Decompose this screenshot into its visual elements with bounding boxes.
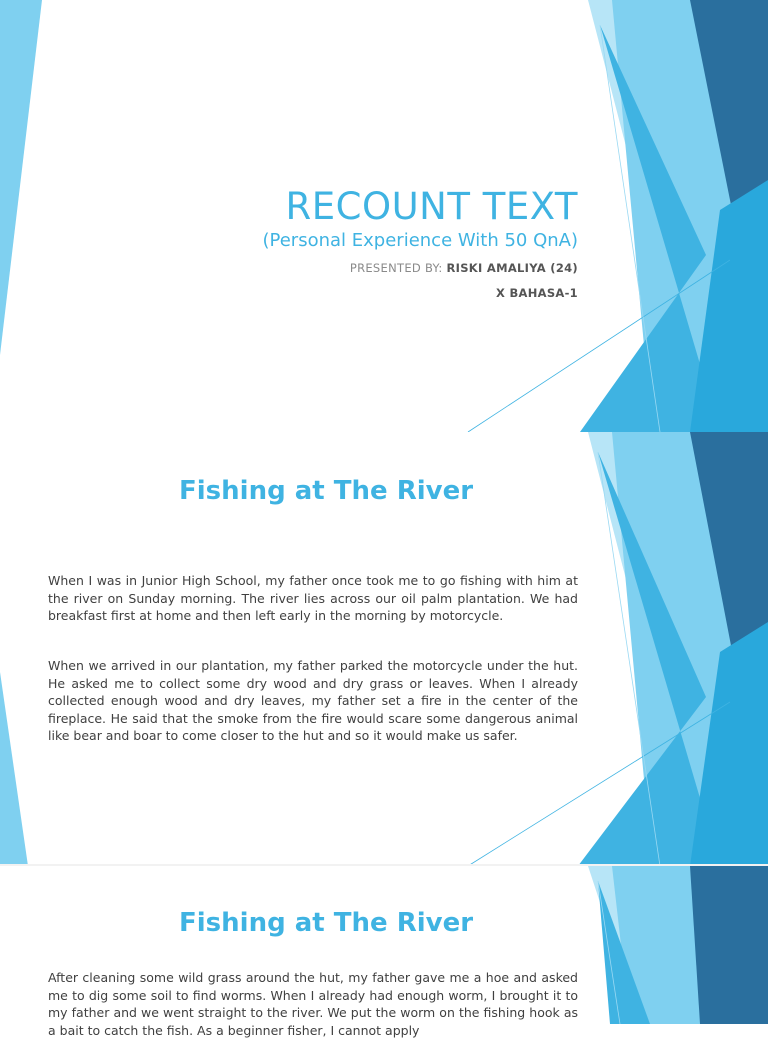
left-wedge-shape bbox=[0, 0, 42, 355]
body-paragraph: When I was in Junior High School, my father once took me to go fishing with him at the river on Sunday morning. The river lies across our oil palm plantation. We had breakfast first at home and then left early in the morning by motorcycle. bbox=[48, 573, 578, 623]
body-paragraph: When we arrived in our plantation, my father parked the motorcycle under the hut. He asked me to collect some dry wood and dry grass or leaves. When I already collected enough wood and dry leaves, my father set a fire in the center of the fireplace. He said that the smoke from the fire would scare some dangerous animal like bear and boar to come closer to the hut and so it would make us safer. bbox=[48, 658, 578, 743]
right-facet-dark bbox=[690, 866, 768, 1024]
title-slide bbox=[0, 0, 768, 432]
presented-by-label: PRESENTED BY: bbox=[349, 261, 447, 275]
slide-heading: Fishing at The River bbox=[179, 908, 474, 938]
body-paragraph: After cleaning some wild grass around the hut, my father gave me a hoe and asked me to dig some soil to find worms. When I already had enough worm, I brought it to my father and we went straight to the river. We put the worm on the fishing hook as a bait to catch the fish. As a beginner fisher, I cannot apply bbox=[48, 970, 578, 1038]
left-wedge-shape bbox=[0, 672, 28, 866]
presentation-subtitle: (Personal Experience With 50 QnA) bbox=[262, 230, 578, 251]
content-slide-2 bbox=[0, 866, 768, 1038]
class-name: X BAHASA-1 bbox=[495, 286, 578, 300]
content-slide-1 bbox=[0, 432, 768, 866]
presenter-name: RISKI AMALIYA (24) bbox=[446, 261, 578, 275]
presenter-line bbox=[350, 261, 578, 275]
slide-heading: Fishing at The River bbox=[179, 476, 474, 506]
presentation-title: RECOUNT TEXT bbox=[285, 185, 578, 228]
